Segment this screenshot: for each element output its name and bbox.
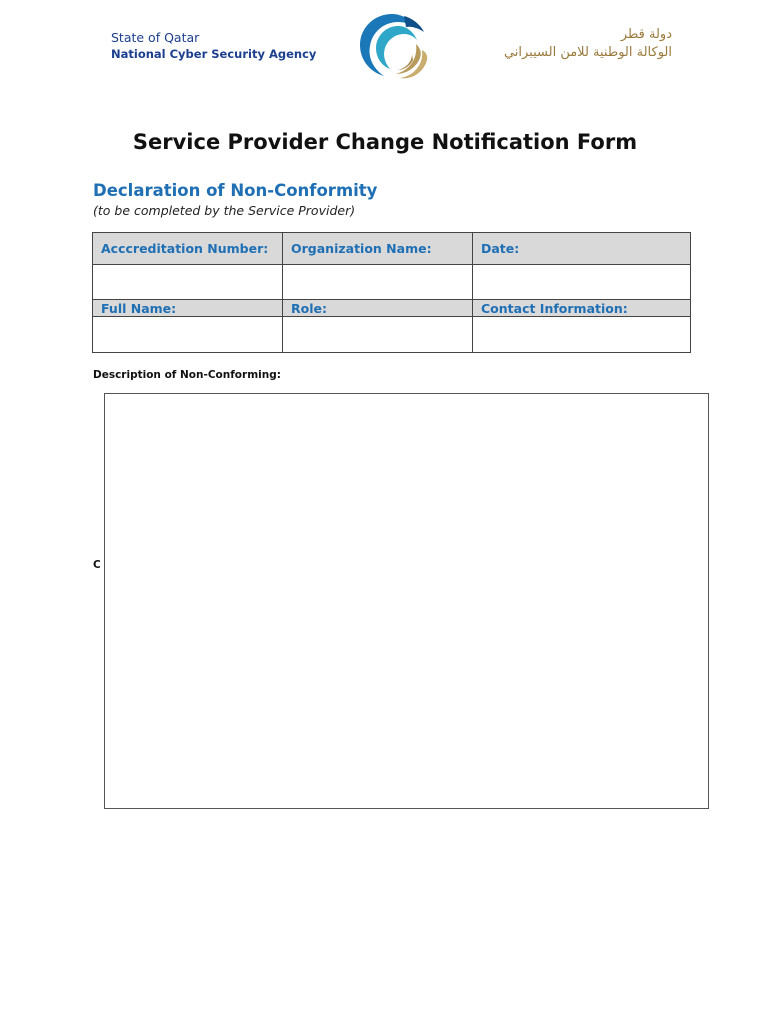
agency-name-en: National Cyber Security Agency	[111, 47, 317, 61]
date-field[interactable]	[473, 265, 691, 300]
header-date: Date:	[473, 233, 691, 265]
ncsa-logo	[352, 10, 434, 80]
table-row	[93, 265, 691, 300]
form-title: Service Provider Change Notification Form	[132, 130, 638, 154]
contact-information-field[interactable]	[473, 317, 691, 353]
agency-name-arabic	[504, 26, 672, 62]
state-name-ar: دولة قطر	[620, 27, 672, 42]
table-row	[93, 317, 691, 353]
header-role: Role:	[283, 300, 473, 317]
header-organization-name: Organization Name:	[283, 233, 473, 265]
state-name-en: State of Qatar	[111, 30, 200, 45]
description-text-box[interactable]	[104, 393, 709, 589]
agency-name-ar: الوكالة الوطنية للامن السيبراني	[503, 45, 672, 60]
full-name-field[interactable]	[93, 317, 283, 353]
header-full-name: Full Name:	[93, 300, 283, 317]
table-header-row	[93, 233, 691, 265]
agency-name-english	[111, 30, 316, 62]
section-subtitle: (to be completed by the Service Provider)	[93, 203, 356, 218]
role-field[interactable]	[283, 317, 473, 353]
description-label: Description of Non-Conforming:	[93, 369, 281, 381]
accreditation-number-field[interactable]	[93, 265, 283, 300]
obscured-label-fragment: C	[93, 559, 101, 571]
secondary-text-box[interactable]	[104, 588, 709, 809]
table-header-row	[93, 300, 691, 317]
provider-details-table	[92, 232, 691, 353]
header-contact-information: Contact Information:	[473, 300, 691, 317]
organization-name-field[interactable]	[283, 265, 473, 300]
section-title: Declaration of Non-Conformity	[93, 181, 378, 200]
header-accreditation-number: Acccreditation Number:	[93, 233, 283, 265]
